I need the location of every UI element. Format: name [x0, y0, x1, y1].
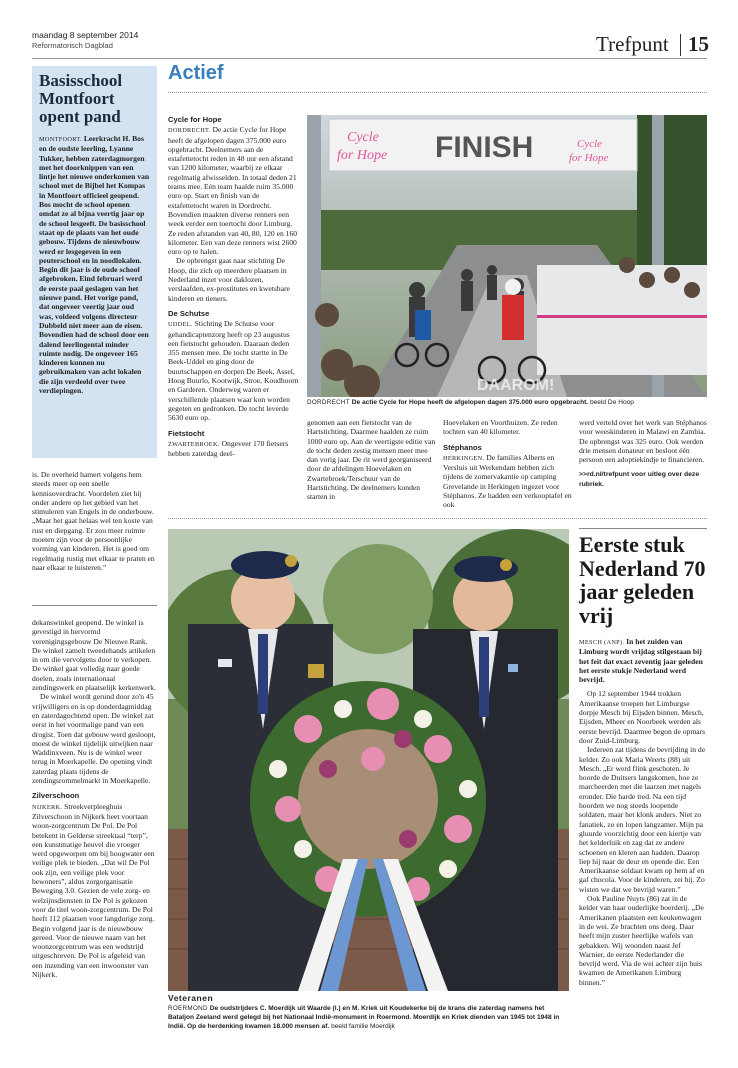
- actief-heading: Actief: [168, 62, 224, 84]
- schutse-body: Stichting De Schutse voor gehandicaptenzorg heeft op 23 augustus een fietstocht gehouden. Daaraan deden 355 mensen mee. De tocht startte in De Beek-Uddel en ging door de buurtschappen en dorpen De Beek, Assel, Hoog Buurlo, Kootwijk, Stroe, Koudhoorn en Garderen. Onderweg waren er verschillende plaatsen waar kon worden gegeten en gedronken. De tocht leverde 5630 euro op.: [168, 319, 299, 423]
- stephanos-body-wrap: [443, 453, 573, 510]
- stephanos-body: De families Alberts en Versluis uit Werkendam hebben zich tijdens de zomervakantie op camping Grevelande in Herkingen ingezet voor Stéphanos. Ze hadden een verkooptafel en ook: [443, 452, 572, 510]
- article-paragraph-1: Op 12 september 1944 trokken Amerikaanse troepen het Limburgse dorpje Mesch bij Eijsden binnen. Mesch, Eijsden, Mheer en Noorbeek werden als eerste bevrijd. Daarmee begon de opmars door Zuid-Limburg.: [579, 689, 706, 745]
- sidebar-body: Leerkracht H. Bos en de oudste leerling, Lyanne Tukker, hebben zaterdagmorgen met het doorknippen van een lintje het nieuwe onderkomen van school met de Bijbel het Kompas in Montfoort officieel geopend. Bos mocht de school openen omdat ze al bijna veertig jaar op de school lesgeeft. De basisschool staat op de plaats van het oude gebouw. Tijdens de nieuwbouw werd er lesgegeven in een peuterschool en in noodlokalen. Begin dit jaar is de oude school afgebroken. Eind februari werd de eerste paal geslagen van het nieuwe pand. Het vorige pand, dat ongeveer veertig jaar oud was, voldeed volgens directeur Dubbeld niet meer aan de eisen. Bovendien had de school door een dalend leerlingental minder ruimte nodig. De ongeveer 165 kinderen kunnen nu gebruikmaken van acht lokalen die zijn verdeeld over twee verdiepingen.: [39, 134, 150, 396]
- photo1-caption-place: DORDRECHT: [307, 399, 350, 406]
- photo2-credit: beeld familie Moerdijk: [331, 1023, 395, 1030]
- actief-column-1: [168, 115, 299, 458]
- veterans-photo: [168, 529, 569, 991]
- cycle-body-2: De opbrengst gaat naar stichting De Hoop, die zich op meerdere plaatsen in Nederland inzet voor daklozen, verslaafden, ex-prostitutes en kwetsbare kinderen en tieners.: [168, 256, 290, 303]
- left-divider: [32, 605, 157, 606]
- zilverschoon-body-wrap: [32, 802, 157, 980]
- photo2-caption-place: ROERMOND: [168, 1005, 208, 1012]
- sidebar-dateline: MONTFOORT.: [39, 136, 82, 143]
- cycle-dateline: DORDRECHT.: [168, 127, 211, 135]
- article-paragraph-2: Iedereen zat tijdens de bevrijding in de kelder. Zo ook Maria Weerts (88) uit Mesch. „Er werd flink geschoten. Je hoorde de Duitsers langskomen, hoe ze marcheerden met die laarzen met nagels eronder. Die harde tred. Na een tijd hoorden we nog steeds loopende soldaten, maar het klonk anders. Niet zo fanatiek, zo en lopen langzamer. Mijn pa gluurde voorzichtig door een kiertje van het kelderluik en zag dat ze andere schoenen en kleren aan hadden. Daarop liep hij naar de deur en opende die. Een Amerikaanse soldaat kwam op hem af en gaf chocola. Voor de kinderen, zei hij. Zo wisten we dat we bevrijd waren.”: [579, 745, 706, 894]
- header-rule: [32, 58, 707, 59]
- photo1-credit: beeld De Hoop: [589, 399, 634, 406]
- stephanos-continued: werd verteld over het werk van Stéphanos voor weeskinderen in Malawi en Zambia. De opbrengst was 325 euro. Ook werden drie mensen donateur en besloot één persoon een adoptiekindje te financieren.: [579, 418, 707, 465]
- zilverschoon-heading: Zilverschoon: [32, 791, 80, 801]
- left-paragraph-2: dekanswinkel geopend. De winkel is gevestigd in hervormd verenigingsgebouw De Nieuwe Rank. De winkel zamelt tweedehands artikelen in om die vervolgens door te verkopen. De winkel gaat volledig naar goede doelen, zoals internationaal zendingswerk en plaatselijk kerkenwerk.: [32, 618, 156, 693]
- article-dateline: MESCH (ANP).: [579, 639, 625, 646]
- fietstocht-body: Ongeveer 170 fietsers hebben zaterdag deel-: [168, 438, 289, 459]
- rubriek-link[interactable]: >>rd.nl/trefpunt voor uitleg over deze rubriek.: [579, 471, 700, 488]
- issue-date: maandag 8 september 2014: [32, 30, 139, 40]
- fietstocht-dateline: ZWARTEBROEK.: [168, 440, 220, 448]
- finish-scene-illustration: [307, 115, 707, 397]
- article-lead: In het zuiden van Limburg wordt vrijdag stilgestaan bij het feit dat exact zeventig jaar geleden het eerste stukje Nederland werd bevrijd.: [579, 637, 703, 685]
- fietstocht-heading: Fietstocht: [168, 428, 205, 438]
- article-headline: Eerste stuk Nederland 70 jaar geleden vrij: [579, 532, 706, 628]
- banner-cycle-small: Cycle: [577, 138, 603, 150]
- photo1-caption: [307, 399, 707, 406]
- schutse-body-wrap: [168, 319, 299, 422]
- article-top-rule: [579, 528, 707, 529]
- schutse-dateline: UDDEL.: [168, 321, 193, 329]
- left-paragraph-1: is. De overheid hamert volgens hem steeds meer op een snelle kennisoverdracht. Voordelen ziet hij onder andere op het gebied van het stimuleren van Engels in de onderbouw. „Maar het gaat helaas wel ten koste van rust en diepgang. Er zou meer ruimte moeten zijn voor de persoonlijke vorming van kinderen. Het is goed om regelmatig rustig met elkaar te praten en naar elkaar te luisteren.”: [32, 470, 155, 572]
- veterans-wreath-illustration: [168, 529, 569, 991]
- sidebar-headline: Basisschool Montfoort opent pand: [39, 71, 123, 126]
- section-title: Trefpunt: [596, 32, 669, 56]
- page-number: 15: [688, 32, 709, 56]
- cycle-body-wrap: [168, 125, 299, 256]
- left-paragraph-3: De winkel wordt gerund door zo'n 45 vrijwilligers en is op donderdagmiddag en zaterdagochtend open. De winkel zat eerst in het voormalige pand van een drogist. Toen dat gebouw werd gesloopt, moest de winkel tijdelijk uitwijken naar Waddinxveen. Nu is de winkel weer terug in Moerkapelle. De opening vindt zaterdag plaats tijdens de zendingsrommelmarkt in Moerkapelle.: [32, 692, 156, 786]
- stephanos-dateline: HERKINGEN.: [443, 454, 485, 462]
- actief-bottom-dotted-rule: [168, 518, 707, 519]
- fietstocht-body-wrap: [168, 439, 299, 459]
- fietstocht-continued: genomen aan een fietstocht van de Hartstichting. Daarmee haalden ze ruim 1000 euro op. Aan de veertigste editie van de tocht deden zestig mensen meer mee dan vorig jaar. De rit werd georganiseerd door de afdelingen Hoevelaken en Zwartebroek/Terschuur van de Hartstichting. De deelnemers konden starten in: [307, 418, 436, 502]
- article-body: [579, 637, 707, 987]
- stephanos-heading: Stéphanos: [443, 442, 482, 452]
- zilverschoon-dateline: NIJKERK.: [32, 803, 63, 811]
- left-column-top: [32, 470, 157, 572]
- banner-finish-text: FINISH: [435, 131, 534, 164]
- photo2-caption-text: De oudstrijders C. Moerdijk uit Waarde (l.) en M. Kriek uit Koudekerke bij de krans die zaterdag namens het Bataljon Zeeland werd gelegd bij het Nationaal Indië-monument in Roermond. Moerdijk en Kriek dienden van 1945 tot 1948 in Indië. Op de herdenking kwamen 18.000 mensen af.: [168, 1005, 560, 1030]
- photo1-caption-text: De actie Cycle for Hope heeft de afgelopen dagen 375.000 euro opgebracht.: [351, 399, 589, 406]
- article-paragraph-3: Ook Pauline Nuyts (86) zat in de kelder van haar ouderlijke boerderij. „De Amerikanen plaatsten een keukenwagen in de wei. Ze brachten ons deeg. Daar heeft mijn zuster heerlijke wafels van gebakken. Wij woonden naast Jef Warnier, de eerste Nederlander die bevrijd werd. Via de wei achter zijn huis kwamen de Amerikanen Limburg binnen.”: [579, 894, 704, 987]
- banner-forhope-text: for Hope: [337, 148, 388, 163]
- cycle-heading: Cycle for Hope: [168, 115, 222, 124]
- photo2-caption: [168, 994, 569, 1031]
- photo2-caption-head: Veteranen: [168, 993, 214, 1003]
- banner-forhope-small: for Hope: [569, 152, 609, 164]
- left-column-bottom: [32, 618, 157, 979]
- header-divider: [680, 34, 681, 56]
- newspaper-name: Reformatorisch Dagblad: [32, 41, 113, 50]
- fietstocht-end: Hoevelaken en Voorthuizen. Ze reden tochten van 40 kilometer.: [443, 418, 558, 437]
- article-lead-wrap: [579, 637, 707, 684]
- schutse-heading: De Schutse: [168, 308, 210, 318]
- actief-column-3: [443, 418, 573, 510]
- actief-dotted-rule: [168, 92, 707, 93]
- sidebar-body-wrap: [39, 134, 150, 395]
- cycle-for-hope-photo: [307, 115, 707, 397]
- actief-column-4: [579, 418, 707, 489]
- actief-column-2: [307, 418, 437, 502]
- barrier: [537, 265, 707, 375]
- sidebar-article: [32, 66, 157, 458]
- zilverschoon-body: Streekverpleeghuis Zilverschoon in Nijkerk heet voortaan woon-zorgcentrum De Pol. De Pol betekent in Gelderse streektaal “terp”, een kunstmatige heuvel die vroeger werd opgeworpen om bij hoogwater een veilige plek te bieden. „Dat wil De Pol ook zijn, een veilige plek voor bewoners”, aldus zorgorganisatie Beweging 3.0. Gezien de vele zorg- en welzijnsdiensten in De Pol is gekozen voor de titel woon-zorgcentrum. De Pol heeft 112 plaatsen voor langdurige zorg. Begin volgend jaar is de nieuwbouw gereed. Voor de nieuwe naam van het woonzorgcentrum was een wedstrijd uitgeschreven. De Pol is afgeleid van een inzending van een inwoonster van Nijkerk.: [32, 801, 155, 979]
- svg-text:DAAROM!: DAAROM!: [477, 377, 555, 394]
- cycle-body: De actie Cycle for Hope heeft de afgelopen dagen 375.000 euro opgebracht. Deelnemers aan de estafettetocht reden in 48 uur een afstand van 1200 kilometer, waarbij ze elkaar regelmatig afwisselden. In totaal deden 21 teams mee. Eén team haalde ruim 35.000 euro op. Start en finish van de estafettetocht waren in Dordrecht. Bovendien maakten diverse renners een week eerder een toertocht door Limburg. Ze reden afstanden van 40, 80, 120 en 160 kilometer. Een van deze renners wist 2600 euro op te halen.: [168, 125, 298, 257]
- banner-cycle-text: Cycle: [347, 130, 379, 145]
